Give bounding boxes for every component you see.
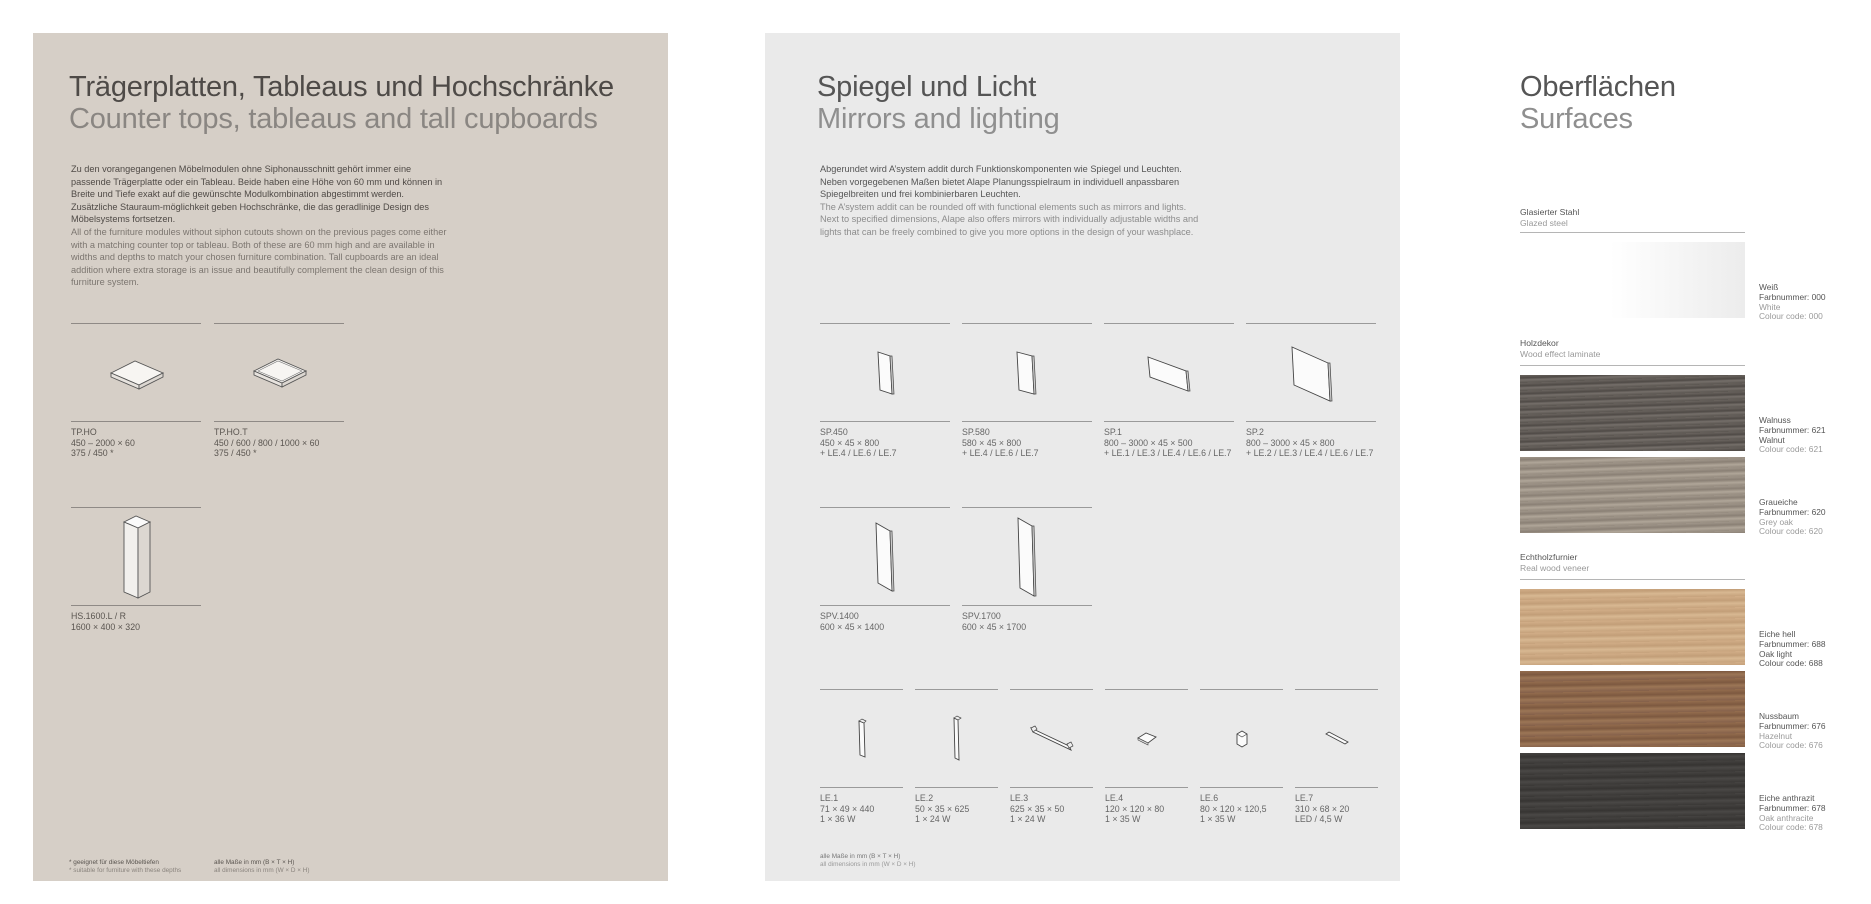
swatch-walnut bbox=[1520, 375, 1745, 451]
swatch-label-oak-light: Eiche hell Farbnummer: 688 Oak light Colour code: 688 bbox=[1759, 629, 1826, 669]
product-label: HS.1600.L / R 1600 × 400 × 320 bbox=[71, 611, 140, 632]
intro-de: Abgerundet wird A’system addit durch Funktionskomponenten wie Spiegel und Leuchten. Neben vorgegebenen Maßen bietet Alape Planungsspielraum in individuell anpassbaren Spiegelbreiten und frei kombinierbaren Leuchten. bbox=[820, 164, 1182, 200]
page-title: Oberflächen bbox=[1520, 71, 1676, 103]
product-sp-580 bbox=[962, 323, 1092, 457]
product-label: SP.1 800 – 3000 × 45 × 500 + LE.1 / LE.3 / LE.4 / LE.6 / LE.7 bbox=[1104, 427, 1232, 458]
page-surfaces bbox=[1490, 33, 1870, 881]
product-tp-ho-t bbox=[214, 323, 344, 457]
section-heading-glazed-steel: Glasierter Stahl Glazed steel bbox=[1520, 207, 1580, 228]
product-sp-1 bbox=[1104, 323, 1234, 457]
intro-text bbox=[820, 163, 1200, 239]
product-label: LE.1 71 × 49 × 440 1 × 36 W bbox=[820, 793, 875, 824]
mirror-image bbox=[820, 509, 950, 605]
product-label: SP.2 800 – 3000 × 45 × 800 + LE.2 / LE.3 / LE.4 / LE.6 / LE.7 bbox=[1246, 427, 1374, 458]
dimensions-note: alle Maße in mm (B × T × H) all dimensions in mm (W × D × H) bbox=[214, 859, 310, 874]
product-label: SPV.1700 600 × 45 × 1700 bbox=[962, 611, 1027, 632]
dimensions-note: alle Maße in mm (B × T × H) all dimensions in mm (W × D × H) bbox=[820, 853, 916, 868]
counter-top-image bbox=[71, 325, 201, 421]
footnote: * geeignet für diese Möbeltiefen * suitable for furniture with these depths bbox=[69, 859, 182, 874]
product-le-7 bbox=[1295, 689, 1378, 823]
light-image bbox=[820, 691, 903, 787]
product-label: TP.HO.T 450 / 600 / 800 / 1000 × 60 375 / 450 * bbox=[214, 427, 320, 458]
section-divider bbox=[1520, 579, 1745, 580]
swatch-hazelnut bbox=[1520, 671, 1745, 747]
product-label: LE.4 120 × 120 × 80 1 × 35 W bbox=[1105, 793, 1165, 824]
page-subtitle: Mirrors and lighting bbox=[817, 103, 1060, 135]
product-le-1 bbox=[820, 689, 903, 823]
swatch-grey-oak bbox=[1520, 457, 1745, 533]
product-le-3 bbox=[1010, 689, 1093, 823]
mirror-image bbox=[962, 509, 1092, 605]
product-label: SP.450 450 × 45 × 800 + LE.4 / LE.6 / LE.7 bbox=[820, 427, 897, 458]
light-image bbox=[1105, 691, 1188, 787]
section-heading-wood-laminate: Holzdekor Wood effect laminate bbox=[1520, 338, 1601, 359]
swatch-label-white: Weiß Farbnummer: 000 White Colour code: 000 bbox=[1759, 282, 1826, 322]
light-image bbox=[1200, 691, 1283, 787]
intro-en: All of the furniture modules without siphon cutouts shown on the previous pages come either with a matching counter top or tableau. Both of these are 60 mm high and are available in widths and depths to match your chosen furniture combination. Tall cupboards are an ideal addition where extra storage is an issue and beautifully complement the clean design of this furniture system. bbox=[71, 226, 447, 288]
intro-en: The A’system addit can be rounded off with functional elements such as mirrors and lights. Next to specified dimensions, Alape also offers mirrors with individually adjustable widths and lights that can be freely combined to give you more options in the design of your washplace. bbox=[820, 201, 1199, 237]
intro-de: Zu den vorangegangenen Möbelmodulen ohne Siphonausschnitt gehört immer eine passende Trägerplatte oder ein Tableau. Beide haben eine Höhe von 60 mm und können in Breite und Tiefe exakt auf die gewünschte Modulkombination abgestimmt werden. Zusätzliche Stauraum-möglichkeit geben Hochschränke, die das geradlinige Design des Möbelsystems fortsetzen. bbox=[71, 164, 443, 225]
section-divider bbox=[1520, 365, 1745, 366]
product-label: LE.2 50 × 35 × 625 1 × 24 W bbox=[915, 793, 970, 824]
light-image bbox=[1010, 691, 1093, 787]
product-tp-ho bbox=[71, 323, 201, 457]
page-mirrors-lighting bbox=[765, 33, 1400, 881]
product-sp-450 bbox=[820, 323, 950, 457]
swatch-label-grey-oak: Graueiche Farbnummer: 620 Grey oak Colour code: 620 bbox=[1759, 497, 1826, 537]
product-hs-1600 bbox=[71, 507, 201, 641]
product-le-6 bbox=[1200, 689, 1283, 823]
product-label: LE.7 310 × 68 × 20 LED / 4,5 W bbox=[1295, 793, 1350, 824]
page-title: Spiegel und Licht bbox=[817, 71, 1037, 103]
product-label: SPV.1400 600 × 45 × 1400 bbox=[820, 611, 885, 632]
mirror-image bbox=[962, 325, 1092, 421]
product-le-4 bbox=[1105, 689, 1188, 823]
product-label: LE.3 625 × 35 × 50 1 × 24 W bbox=[1010, 793, 1065, 824]
product-spv-1400 bbox=[820, 507, 950, 641]
swatch-oak-light bbox=[1520, 589, 1745, 665]
swatch-label-hazelnut: Nussbaum Farbnummer: 676 Hazelnut Colour code: 676 bbox=[1759, 711, 1826, 751]
swatch-label-walnut: Walnuss Farbnummer: 621 Walnut Colour code: 621 bbox=[1759, 415, 1826, 455]
light-image bbox=[915, 691, 998, 787]
section-divider bbox=[1520, 232, 1745, 233]
product-label: LE.6 80 × 120 × 120,5 1 × 35 W bbox=[1200, 793, 1267, 824]
product-label: TP.HO 450 – 2000 × 60 375 / 450 * bbox=[71, 427, 135, 458]
swatch-oak-anthracite bbox=[1520, 753, 1745, 829]
page-subtitle: Surfaces bbox=[1520, 103, 1633, 135]
swatch-label-oak-anthracite: Eiche anthrazit Farbnummer: 678 Oak anthracite Colour code: 678 bbox=[1759, 793, 1826, 833]
mirror-image bbox=[1104, 325, 1234, 421]
tableau-image bbox=[214, 325, 344, 421]
product-le-2 bbox=[915, 689, 998, 823]
page-title: Trägerplatten, Tableaus und Hochschränke bbox=[69, 71, 614, 103]
section-heading-real-wood: Echtholzfurnier Real wood veneer bbox=[1520, 552, 1590, 573]
page-counter-tops bbox=[33, 33, 668, 881]
swatch-white bbox=[1520, 242, 1745, 318]
product-spv-1700 bbox=[962, 507, 1092, 641]
intro-text bbox=[71, 163, 451, 289]
mirror-image bbox=[1246, 325, 1376, 421]
product-label: SP.580 580 × 45 × 800 + LE.4 / LE.6 / LE.7 bbox=[962, 427, 1039, 458]
product-sp-2 bbox=[1246, 323, 1376, 457]
mirror-image bbox=[820, 325, 950, 421]
page-subtitle: Counter tops, tableaus and tall cupboards bbox=[69, 103, 598, 135]
tall-cupboard-image bbox=[71, 509, 201, 605]
light-image bbox=[1295, 691, 1378, 787]
